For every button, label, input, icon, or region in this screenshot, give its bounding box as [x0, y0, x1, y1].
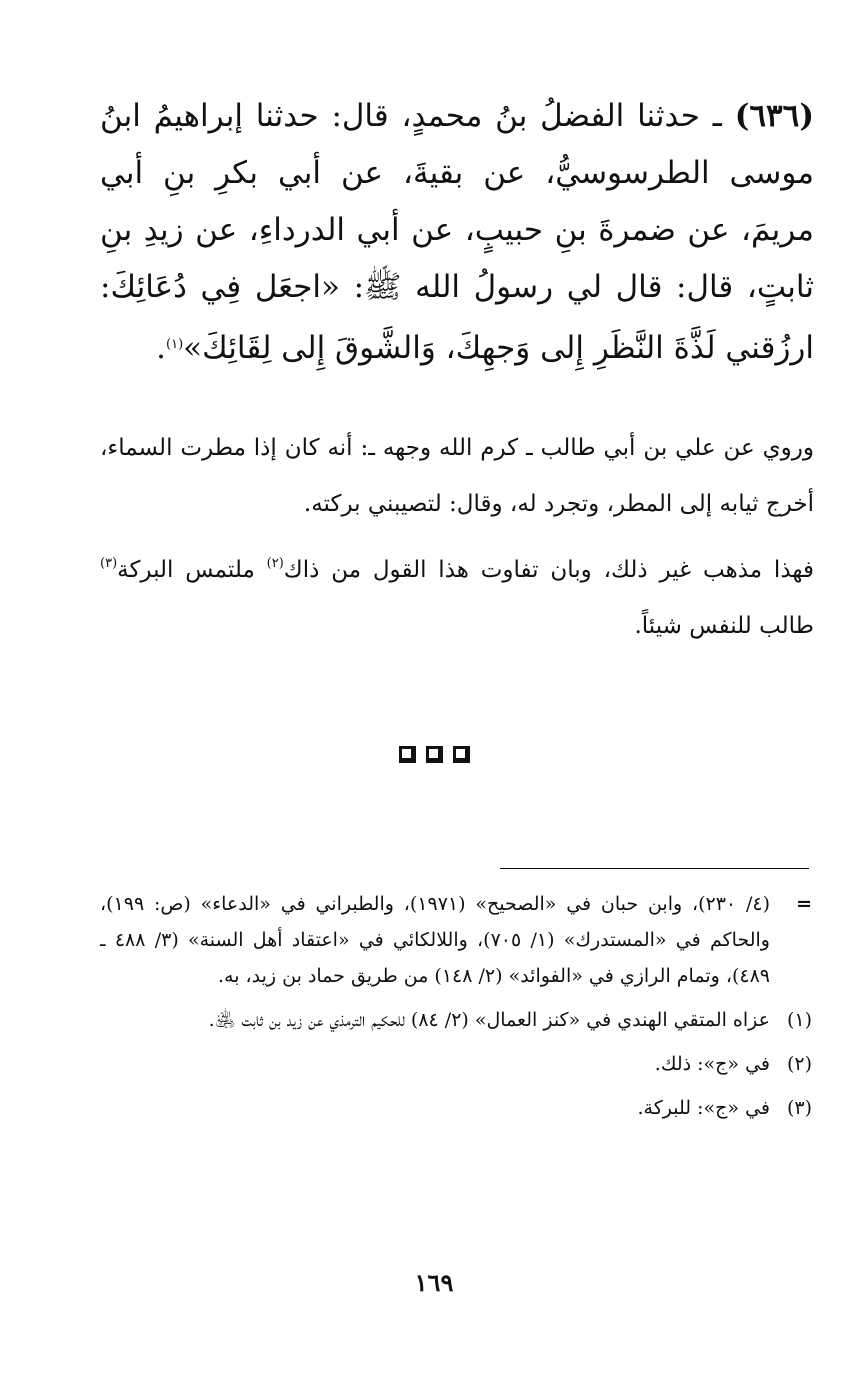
footnote-item — [100, 1046, 812, 1082]
footnote-text: في «ج»: للبركة. — [637, 1097, 770, 1119]
hadith-end: . — [156, 330, 167, 366]
footnote-ref-2: (٢) — [266, 556, 284, 571]
separator-box-icon — [426, 746, 443, 763]
footnote-ref-1: (١) — [166, 337, 184, 352]
footnote-text: (٤/ ٢٣٠)، وابن حبان في «الصحيح» (١٩٧١)، والطبراني في «الدعاء» (ص: ١٩٩)، والحاكم في «المستدرك» (١/ ٧٠٥)، واللالكائي في «اعتقاد أهل السنة» (٣/ ٤٨٨ ـ ٤٨٩)، وتمام الرازي في «الفوائد» (٢/ ١٤٨) من طريق حماد بن زيد، به. — [100, 893, 770, 987]
section-separator — [0, 746, 868, 763]
footnote-continuation — [100, 886, 812, 994]
separator-box-icon — [399, 746, 416, 763]
paragraph-commentary — [100, 536, 814, 654]
footnote-marker: (١) — [786, 1009, 812, 1031]
footnotes — [100, 886, 812, 1134]
hadith-text — [100, 88, 814, 377]
paragraph-ali: وروي عن علي بن أبي طالب ـ كرم الله وجهه ـ: أنه كان إذا مطرت السماء، أخرج ثيابه إلى المطر، وتجرد له، وقال: لتصيبني بركته. — [100, 435, 814, 517]
footnote-text: عزاه المتقي الهندي في «كنز العمال» (٢/ ٨٤) للحكيم الترمذي عن زيد بن ثابت ﵁. — [208, 1009, 770, 1031]
footnote-marker: (٢) — [786, 1053, 812, 1075]
separator-box-icon — [453, 746, 470, 763]
page-number: ١٦٩ — [414, 1268, 454, 1297]
footnote-item — [100, 1002, 812, 1038]
hadith-body: ـ حدثنا الفضلُ بنُ محمدٍ، قال: حدثنا إبراهيمُ ابنُ موسى الطرسوسيُّ، عن بقيةَ، عن أبي بكرِ بنِ أبي مريمَ، عن ضمرةَ بنِ حبيبٍ، عن أبي الدرداءِ، عن زيدِ بنِ ثابتٍ، قال: قال لي رسولُ الله ﷺ: «اجعَل فِي دُعَائِكَ: ارزُقني لَذَّةَ النَّظَرِ إِلى وَجهِكَ، وَالشَّوقَ إِلى لِقَائِكَ» — [100, 98, 814, 366]
footnote-marker: = — [796, 893, 812, 915]
footnote-item — [100, 1090, 812, 1126]
commentary-part-2: ملتمس البركة — [117, 557, 267, 583]
footnote-divider — [500, 868, 809, 869]
hadith-number: (٦٣٦) — [734, 98, 814, 134]
commentary-part-1: فهذا مذهب غير ذلك، وبان تفاوت هذا القول من ذاك — [283, 557, 814, 583]
footnote-ref-3: (٣) — [100, 556, 118, 571]
footnote-text: في «ج»: ذلك. — [654, 1053, 770, 1075]
commentary-part-3: طالب للنفس شيئاً. — [634, 613, 814, 639]
footnote-marker: (٣) — [786, 1097, 812, 1119]
